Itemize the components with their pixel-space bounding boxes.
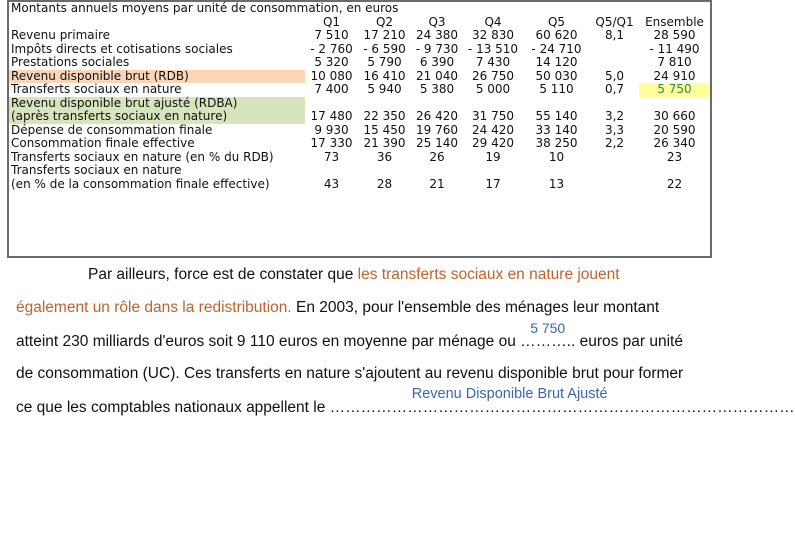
cell [590,151,639,165]
row-label-line1: Transferts sociaux en nature [11,163,182,177]
cell: - 9 730 [415,41,459,56]
cell: 20 590 [653,122,696,137]
row-label [9,164,305,191]
cell: 24 380 [416,28,458,42]
cell: - 24 710 [531,41,582,56]
cell: 14 120 [535,55,578,69]
cell: 26 340 [653,136,696,150]
cell: 21 040 [416,68,458,83]
cell: 19 [485,149,501,164]
table-header-row [9,16,710,30]
row-label: Transferts sociaux en nature (en % du RDB) [11,149,274,164]
cell: 22 [666,176,683,191]
cell: 3,2 [604,109,625,123]
data-table [9,2,710,191]
cell: 21 390 [363,136,406,150]
cell: 29 420 [472,136,514,150]
cell: 7 810 [657,55,692,69]
row-label: Dépense de consommation finale [11,122,213,137]
header-q3: Q3 [428,14,446,29]
cell: - 6 590 [363,41,406,56]
row-label: Impôts directs et cotisations sociales [11,41,233,56]
cell: 3,3 [604,122,625,137]
cell: 6 390 [419,55,455,69]
cell: 19 760 [416,122,458,137]
cell: 17 [485,176,501,191]
cell: 9 930 [314,122,349,137]
table-row [9,97,710,124]
cell: 13 [548,176,565,191]
cell: 17 330 [310,136,353,150]
table-row [9,151,710,165]
cell: 5 110 [539,82,574,96]
paragraph-line-5: ce que les comptables nationaux appellent le Revenu Disponible Brut Ajusté ……………………………………………………………………………… [16,386,795,416]
paragraph-line-1: Par ailleurs, force est de constater que les transferts sociaux en nature jouent [88,266,620,283]
table-row [9,43,710,57]
cell: - 11 490 [649,41,700,56]
cell: - 2 760 [310,41,353,56]
cell: 25 140 [416,136,458,150]
table-row [9,137,710,151]
cell: 17 210 [363,28,406,42]
paragraph-line-3: atteint 230 milliards d'euros soit 9 110 euros en moyenne par ménage ou 5 750 ……….. euros par unité [16,320,683,350]
cell: 16 410 [363,68,406,83]
cell: 60 620 [535,28,578,42]
paragraph-line-4: de consommation (UC). Ces transferts en nature s'ajoutent au revenu disponible brut pour former [16,365,684,382]
cell: 10 080 [310,68,353,83]
row-label-rdba-highlighted [9,97,305,124]
header-ratio: Q5/Q1 [595,14,634,29]
highlight-text: également un rôle dans la redistribution. [16,299,292,316]
cell: 0,7 [604,82,625,96]
row-label-rdb-highlighted: Revenu disponible brut (RDB) [9,70,305,84]
table-caption: Montants annuels moyens par unité de consommation, en euros [11,1,399,15]
cell: 8,1 [604,28,625,42]
cell [590,164,639,191]
row-label: Revenu primaire [11,28,111,42]
cell: 26 420 [416,109,458,123]
cell: 55 140 [535,109,578,123]
table-row [9,56,710,70]
cell: 24 420 [472,122,514,137]
cell: 15 450 [363,122,406,137]
cell: 7 510 [314,28,349,42]
header-q2: Q2 [375,14,394,29]
row-label-line2: (en % de la consommation finale effective) [11,176,270,191]
cell: 28 [376,176,393,191]
header-q5: Q5 [547,14,566,29]
table-row [9,83,710,97]
cell: 5 000 [475,82,511,96]
answer-rdba: Revenu Disponible Brut Ajusté [411,386,608,402]
row-label-line1: Revenu disponible brut ajusté (RDBA) [11,95,238,110]
cell: 32 830 [472,28,514,42]
cell: 22 350 [363,109,406,123]
cell [590,56,639,70]
cell: 33 140 [535,122,578,137]
cell: 43 [323,176,340,191]
cell: 5 380 [419,82,455,96]
cell: 30 660 [653,109,696,123]
table-row [9,70,710,84]
cell [590,43,639,57]
cell: 73 [323,149,340,164]
header-q4: Q4 [484,14,502,29]
cell: 50 030 [535,68,578,83]
cell: 7 400 [314,82,349,96]
cell: 26 [429,149,445,164]
fill-blank-uc: 5 750 ……….. [520,320,576,350]
row-label: Transferts sociaux en nature [11,82,182,96]
paragraph-line-2: également un rôle dans la redistribution. En 2003, pour l'ensemble des ménages leur montant [16,299,660,316]
header-ensemble: Ensemble [645,14,704,29]
cell: 23 [666,149,683,164]
cell: 36 [376,149,393,164]
cell-ensemble-highlighted: 5 750 [639,83,710,97]
table-row [9,124,710,138]
data-table-panel [7,0,712,258]
cell: 21 [429,176,445,191]
highlight-text: les transferts sociaux en nature jouent [357,266,620,283]
cell: 28 590 [653,28,696,42]
cell: 5 940 [367,82,402,96]
cell: 5 790 [367,55,402,69]
cell: 31 750 [472,109,514,123]
row-label: Prestations sociales [11,55,130,69]
cell: 24 910 [653,68,696,83]
cell: 5 320 [314,55,349,69]
cell: - 13 510 [467,41,519,56]
fill-blank-rdba: Revenu Disponible Brut Ajusté ……………………………………………………………………………… [330,399,795,417]
cell: 17 480 [310,109,353,123]
cell: 38 250 [535,136,578,150]
cell: 10 [548,149,565,164]
cell: 2,2 [604,136,625,150]
row-label-line2: (après transferts sociaux en nature) [11,109,228,123]
header-q1: Q1 [322,14,341,29]
cell: 5,0 [604,68,625,83]
table-row [9,164,710,191]
cell: 7 430 [475,55,511,69]
row-label: Consommation finale effective [11,136,195,150]
answer-uc: 5 750 [530,320,566,336]
table-row [9,29,710,43]
cell: 26 750 [472,68,514,83]
